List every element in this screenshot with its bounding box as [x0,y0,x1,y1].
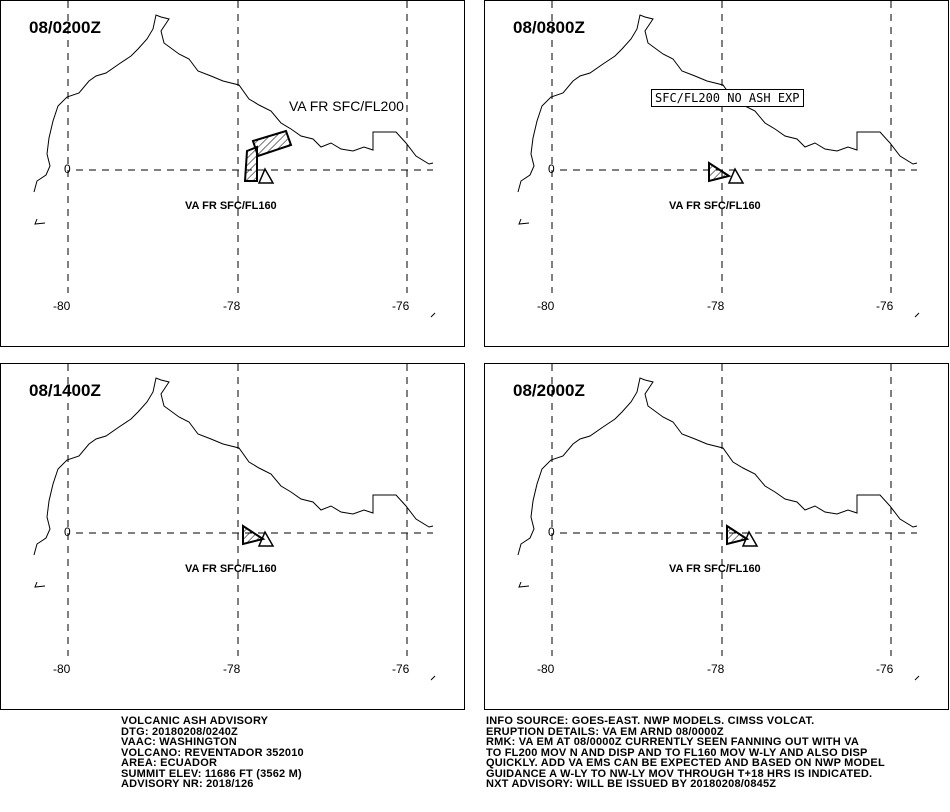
ash-region-1 [245,147,257,181]
lat-tick-0: 0 [548,525,555,539]
corner-mark [915,676,919,680]
map-panel-3 [0,363,465,710]
ash-region-0 [727,526,747,544]
coastline [34,378,433,555]
ash-region-0 [243,526,263,544]
corner-mark [915,313,919,317]
lon-tick-80: -80 [53,299,71,313]
lon-tick-76: -76 [876,299,894,313]
panel-time: 08/0800Z [513,18,585,37]
island-mark [519,219,529,224]
corner-mark [431,676,435,680]
advisory-line: DTG: 20180208/0240Z [121,725,238,738]
panel-time: 08/1400Z [29,381,101,400]
advisory-line: ADVISORY NR: 2018/126 [121,778,254,790]
map-panel-1 [0,0,465,347]
advisory-line: NXT ADVISORY: WILL BE ISSUED BY 20180208/0845Z [486,778,777,790]
advisory-line: VOLCANIC ASH ADVISORY [121,715,269,727]
lon-tick-76: -76 [392,662,410,676]
ash-label-fl160: VA FR SFC/FL160 [669,563,761,575]
advisory-line: INFO SOURCE: GOES-EAST. NWP MODELS. CIMSS VOLCAT. [486,715,815,727]
lat-tick-0: 0 [64,525,71,539]
lon-tick-78: -78 [223,662,241,676]
advisory-line: VOLCANO: REVENTADOR 352010 [121,746,304,759]
volcano-icon [729,169,743,183]
map-panel-4 [484,363,949,710]
lon-tick-80: -80 [537,662,555,676]
island-mark [35,219,45,224]
advisory-line: AREA: ECUADOR [121,757,218,769]
lon-tick-78: -78 [707,299,725,313]
lon-tick-80: -80 [537,299,555,313]
ash-region-0 [253,131,291,156]
advisory-header-block [121,716,304,790]
lon-tick-78: -78 [707,662,725,676]
map-panel-2 [484,0,949,347]
island-mark [519,582,529,587]
advisory-remarks-block [486,716,885,790]
advisory-line: RMK: VA EM AT 08/0000Z CURRENTLY SEEN FANNING OUT WITH VA [486,736,860,748]
ash-label-fl200: VA FR SFC/FL200 [289,98,404,114]
lon-tick-76: -76 [876,662,894,676]
advisory-line: ERUPTION DETAILS: VA EM ARND 08/0000Z [486,725,724,738]
advisory-line: TO FL200 MOV N AND DISP AND TO FL160 MOV W-LY AND ALSO DISP [486,746,868,759]
lat-tick-0: 0 [64,162,71,176]
corner-mark [431,313,435,317]
island-mark [35,582,45,587]
lat-tick-0: 0 [548,162,555,176]
advisory-line: GUIDANCE A W-LY TO NW-LY MOV THROUGH T+18 HRS IS INDICATED. [486,767,873,780]
advisory-line: QUICKLY. ADD VA EMS CAN BE EXPECTED AND BASED ON NWP MODEL [486,757,885,769]
panel-time: 08/2000Z [513,381,585,400]
ash-label-fl160: VA FR SFC/FL160 [669,200,761,212]
volcano-icon [259,169,273,183]
coastline [518,378,917,555]
no-ash-label: SFC/FL200 NO ASH EXP [651,89,804,107]
ash-region-0 [709,163,729,181]
advisory-line: SUMMIT ELEV: 11686 FT (3562 M) [121,767,302,780]
advisory-line: VAAC: WASHINGTON [121,736,237,748]
lon-tick-80: -80 [53,662,71,676]
ash-label-fl160: VA FR SFC/FL160 [185,563,277,575]
panel-time: 08/0200Z [29,18,101,37]
lon-tick-76: -76 [392,299,410,313]
lon-tick-78: -78 [223,299,241,313]
ash-label-fl160: VA FR SFC/FL160 [185,200,277,212]
